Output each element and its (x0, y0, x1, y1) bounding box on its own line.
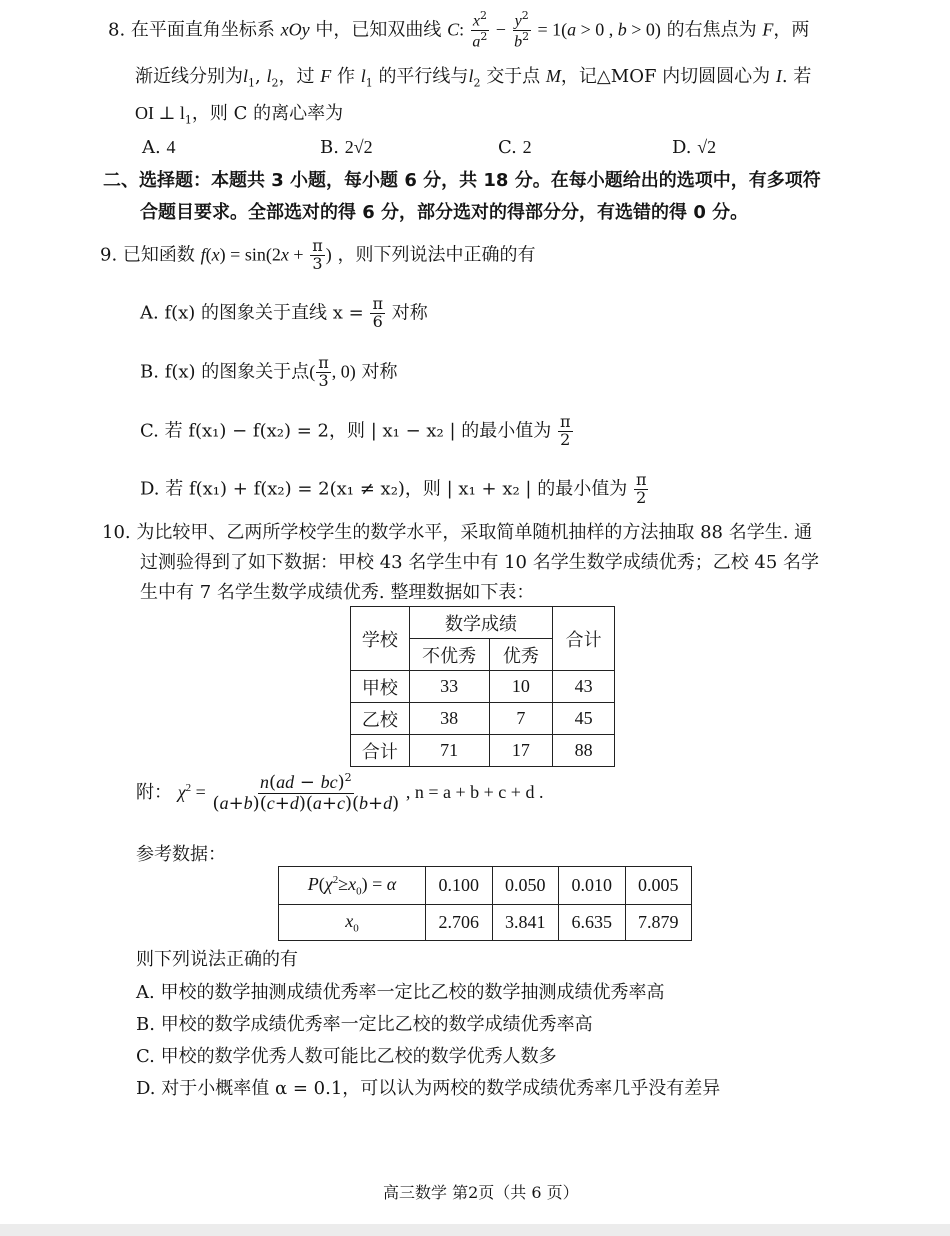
q10-option-a[interactable]: A. 甲校的数学抽测成绩优秀率一定比乙校的数学抽测成绩优秀率高 (136, 982, 665, 1003)
q10-option-b[interactable]: B. 甲校的数学成绩优秀率一定比乙校的数学成绩优秀率高 (136, 1014, 593, 1035)
q10-line3: 生中有 7 名学生数学成绩优秀. 整理数据如下表： (140, 582, 535, 603)
q9-option-d[interactable]: D. 若 f(x₁) + f(x₂) = 2(x₁ ≠ x₂)，则 | x₁ + x₂ | 的最小值为 $\frac{\pi}{2}$ (140, 470, 647, 507)
pi-over-6: $\frac{\pi}{6}$ (372, 294, 383, 331)
pi-over-3-point: $\frac{\pi}{3}$ (318, 353, 329, 390)
th-school: 学校 (351, 607, 410, 671)
q10-line2: 过测验得到了如下数据：甲校 43 名学生中有 10 名学生数学成绩优秀；乙校 45 名学 (140, 552, 820, 573)
hyperbola-term-x: $\frac{x^2}{a^2}$ (472, 9, 488, 51)
table-row: 合计 71 17 88 (351, 735, 615, 767)
q8-number: 8. (108, 19, 126, 41)
q8-option-c[interactable]: C. 2 (498, 137, 532, 158)
q10-question: 则下列说法正确的有 (136, 949, 298, 970)
q8-line2: 渐近线分别为$l_1$, $l_2$，过 F 作 $l_1$ 的平行线与$l_2$ 交于点 M，记△MOF 内切圆圆心为 I. 若 (135, 66, 812, 90)
pi-over-2-c: $\frac{\pi}{2}$ (559, 412, 571, 449)
contingency-table (350, 606, 615, 767)
q8-option-d[interactable]: D. √2 (672, 137, 717, 158)
hyperbola-term-y: $\frac{y^2}{b^2}$ (514, 9, 530, 51)
page-footer: 高三数学 第2页（共 6 页） (383, 1183, 579, 1202)
q9-option-b[interactable]: B. f(x) 的图象关于点( $\frac{\pi}{3}$ , 0) 对称 (140, 353, 398, 390)
q10-number: 10. (102, 522, 131, 543)
q8-option-a[interactable]: A. 4 (142, 137, 176, 158)
chi-square-formula: 附： $\chi^2$ = $\frac{n(ad - bc)^2}{(a+b)(c+d)(a+c)(b+d)}$ , n = a + b + c + d . (136, 771, 544, 814)
q9-number: 9. (100, 244, 118, 266)
th-not-excellent: 不优秀 (409, 639, 489, 671)
table-row: 甲校 33 10 43 (351, 671, 615, 703)
th-excellent: 优秀 (489, 639, 553, 671)
chi-square-fraction: $\frac{n(ad - bc)^2}{(a+b)(c+d)(a+c)(b+d)}$ (212, 771, 400, 814)
q9-stem: 9. 已知函数 f(x) = sin(2x + $\frac{\pi}{3}$ ) ，则下列说法中正确的有 (100, 236, 536, 273)
q10-line1: 10. 为比较甲、乙两所学校学生的数学水平，采取简单随机抽样的方法抽取 88 名学生. 通 (102, 522, 813, 543)
q9-option-c[interactable]: C. 若 f(x₁) − f(x₂) = 2，则 | x₁ − x₂ | 的最小值为 $\frac{\pi}{2}$ (140, 412, 571, 449)
pi-over-2-d: $\frac{\pi}{2}$ (635, 470, 647, 507)
bottom-divider (0, 1224, 950, 1236)
q8-option-b[interactable]: B. 2√2 (320, 137, 373, 158)
pi-over-3: $\frac{\pi}{3}$ (312, 236, 323, 273)
section2-line1: 二、选择题：本题共 3 小题，每小题 6 分，共 18 分。在每小题给出的选项中，有多项符 (103, 170, 821, 191)
th-total: 合计 (553, 607, 615, 671)
q8-line1: 8. 在平面直角坐标系 xOy 中，已知双曲线 C: $\frac{x^2}{a^2}$ − $\frac{y^2}{b^2}$ = 1(a > 0 , b > 0) 的右焦点为 F，两 (108, 9, 810, 51)
table-row: 乙校 38 7 45 (351, 703, 615, 735)
q9-option-a[interactable]: A. f(x) 的图象关于直线 x = $\frac{\pi}{6}$ 对称 (140, 294, 428, 331)
q10-option-c[interactable]: C. 甲校的数学优秀人数可能比乙校的数学优秀人数多 (136, 1046, 557, 1067)
critical-value-table (278, 866, 692, 941)
table-row: $P(\chi^2\ge x_0) = \alpha$ 0.100 0.050 0.010 0.005 (279, 867, 692, 905)
th-score: 数学成绩 (409, 607, 553, 639)
table-row: $x_0$ 2.706 3.841 6.635 7.879 (279, 905, 692, 941)
section2-line2: 合题目要求。全部选对的得 6 分，部分选对的得部分分，有选错的得 0 分。 (140, 202, 749, 223)
reference-label: 参考数据： (136, 844, 226, 865)
q10-option-d[interactable]: D. 对于小概率值 α = 0.1，可以认为两校的数学成绩优秀率几乎没有差异 (136, 1078, 721, 1099)
q8-line3: OI ⊥ $l_1$，则 C 的离心率为 (135, 103, 344, 127)
